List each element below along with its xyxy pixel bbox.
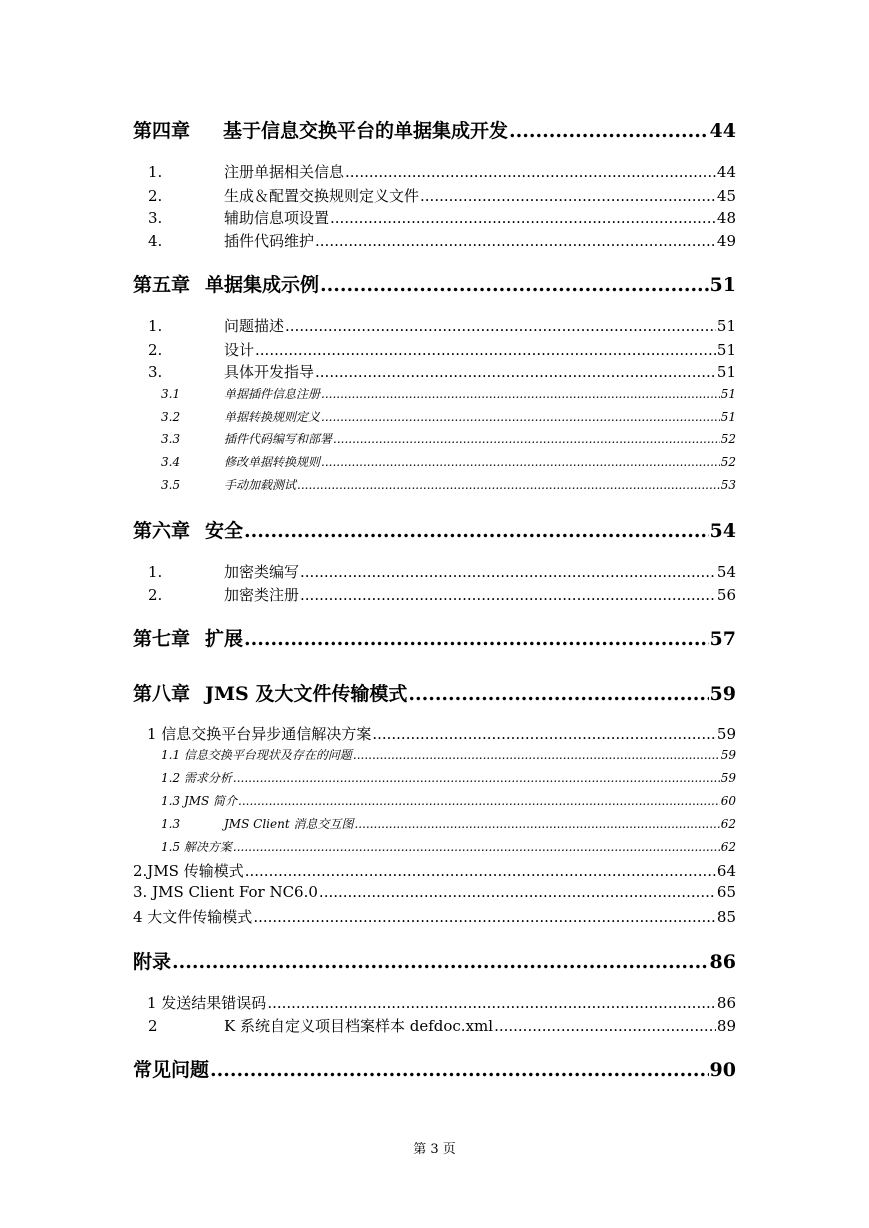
toc-leader-dots xyxy=(253,908,716,926)
toc-page-number: 51 xyxy=(716,363,736,381)
toc-page-number: 51 xyxy=(709,274,736,296)
toc-entry-number: 3.4 xyxy=(161,455,181,469)
toc-entry-title: 插件代码维护 xyxy=(224,232,315,250)
toc-leader-dots xyxy=(321,387,720,401)
toc-entry-title: 问题描述 xyxy=(224,317,285,335)
toc-page-number: 52 xyxy=(720,455,736,469)
toc-page-number: 59 xyxy=(720,771,736,785)
toc-entry-title: JMS 及大文件传输模式 xyxy=(205,683,408,705)
toc-entry-title: 2.JMS 传输模式 xyxy=(133,862,244,880)
toc-page-number: 49 xyxy=(716,232,736,250)
toc-leader-dots xyxy=(315,363,716,381)
toc-page-number: 62 xyxy=(720,840,736,854)
toc-page-number: 59 xyxy=(709,683,736,705)
toc-entry-title: 1.2 需求分析 xyxy=(161,771,232,785)
toc-page-number: 64 xyxy=(716,862,736,880)
toc-page-number: 86 xyxy=(709,951,736,973)
toc-leader-dots xyxy=(244,628,709,650)
toc-entry-number: 1. xyxy=(148,163,163,181)
toc-page-number: 44 xyxy=(716,163,736,181)
toc-entry-title: 加密类编写 xyxy=(224,563,300,581)
toc-entry-number: 4. xyxy=(148,232,163,250)
toc-leader-dots xyxy=(333,432,720,446)
toc-chapter-entry[interactable] xyxy=(0,624,869,651)
toc-page-number: 53 xyxy=(720,478,736,492)
toc-leader-dots xyxy=(238,794,720,808)
toc-entry-title: K 系统自定义项目档案样本 defdoc.xml xyxy=(224,1017,494,1035)
toc-entry-title: 具体开发指导 xyxy=(224,363,315,381)
toc-entry-title: 注册单据相关信息 xyxy=(224,163,345,181)
toc-entry-number: 第五章 xyxy=(133,274,191,296)
toc-section-entry[interactable] xyxy=(0,230,869,251)
toc-entry-number: 2 xyxy=(148,1017,158,1035)
toc-entry-number: 3.2 xyxy=(161,410,181,424)
toc-entry-title: 1.5 解决方案 xyxy=(161,840,232,854)
toc-leader-dots xyxy=(300,586,716,604)
toc-subsection-entry[interactable] xyxy=(0,453,869,470)
toc-page-number: 51 xyxy=(720,387,736,401)
toc-entry-number: 3.5 xyxy=(161,478,181,492)
toc-leader-dots xyxy=(267,994,716,1012)
toc-leader-dots xyxy=(353,748,720,762)
toc-entry-title: 扩展 xyxy=(205,628,244,650)
toc-entry-number: 3.1 xyxy=(161,387,181,401)
toc-entry-title: 设计 xyxy=(224,341,255,359)
toc-leader-dots xyxy=(300,563,716,581)
toc-entry-number: 3.3 xyxy=(161,432,181,446)
toc-leader-dots xyxy=(408,683,708,705)
toc-entry-title: 单据插件信息注册 xyxy=(224,387,321,401)
toc-page-number: 45 xyxy=(716,187,736,205)
toc-entry-title: 基于信息交换平台的单据集成开发 xyxy=(223,120,509,142)
toc-chapter-entry[interactable] xyxy=(0,116,869,143)
toc-entry-title: 3. JMS Client For NC6.0 xyxy=(133,883,318,901)
toc-leader-dots xyxy=(245,862,716,880)
page-footer: 第 3 页 xyxy=(413,1142,456,1157)
toc-chapter-entry[interactable] xyxy=(0,516,869,543)
toc-section-entry[interactable] xyxy=(0,185,869,206)
toc-entry-title: 生成＆配置交换规则定义文件 xyxy=(224,187,420,205)
toc-subsection-entry[interactable] xyxy=(0,838,869,855)
toc-entry-title: JMS Client 消息交互图 xyxy=(224,817,354,831)
toc-page-number: 44 xyxy=(709,120,736,142)
toc-entry-number: 第四章 xyxy=(133,120,191,142)
toc-leader-dots xyxy=(172,951,709,973)
toc-entry-title: 插件代码编写和部署 xyxy=(224,432,333,446)
toc-entry-number: 1.3 xyxy=(161,817,181,831)
toc-leader-dots xyxy=(345,163,716,181)
toc-section-entry[interactable] xyxy=(0,207,869,228)
toc-entry-title: 辅助信息项设置 xyxy=(224,209,330,227)
toc-page-number: 62 xyxy=(720,817,736,831)
toc-entry-number: 3. xyxy=(148,209,163,227)
toc-page-number: 59 xyxy=(720,748,736,762)
toc-subsection-entry[interactable] xyxy=(0,385,869,402)
toc-entry-title: 附录 xyxy=(133,951,172,973)
toc-entry-title: 常见问题 xyxy=(133,1059,210,1081)
toc-chapter-entry[interactable] xyxy=(0,1055,869,1082)
toc-leader-dots xyxy=(244,520,709,542)
toc-entry-number: 第八章 xyxy=(133,683,191,705)
toc-subsection-entry[interactable] xyxy=(0,769,869,786)
toc-leader-dots xyxy=(354,817,719,831)
toc-leader-dots xyxy=(420,187,716,205)
toc-entry-number: 1. xyxy=(148,317,163,335)
toc-entry-number: 2. xyxy=(148,187,163,205)
toc-chapter-entry[interactable] xyxy=(0,270,869,297)
toc-section-entry[interactable] xyxy=(0,1015,869,1036)
toc-section-entry[interactable] xyxy=(0,315,869,336)
toc-entry-title: 1.3 JMS 简介 xyxy=(161,794,238,808)
toc-entry-title: 1.1 信息交换平台现状及存在的问题 xyxy=(161,748,352,762)
toc-leader-dots xyxy=(320,274,709,296)
toc-section-entry[interactable] xyxy=(0,584,869,605)
toc-entry-title: 加密类注册 xyxy=(224,586,300,604)
toc-subsection-entry[interactable] xyxy=(0,815,869,832)
toc-entry-title: 单据转换规则定义 xyxy=(224,410,321,424)
toc-page-number: 59 xyxy=(716,725,736,743)
toc-chapter-entry[interactable] xyxy=(0,947,869,974)
toc-entry-number: 3. xyxy=(148,363,163,381)
toc-page-number: 48 xyxy=(716,209,736,227)
toc-page-number: 57 xyxy=(709,628,736,650)
toc-chapter-entry[interactable] xyxy=(0,679,869,706)
toc-page-number: 65 xyxy=(716,883,736,901)
toc-section-entry[interactable] xyxy=(0,992,869,1013)
toc-leader-dots xyxy=(509,120,709,142)
toc-subsection-entry[interactable] xyxy=(0,408,869,425)
toc-entry-title: 1 信息交换平台异步通信解决方案 xyxy=(147,725,372,743)
toc-section-entry[interactable] xyxy=(0,723,869,744)
toc-page-number: 51 xyxy=(716,317,736,335)
toc-leader-dots xyxy=(372,725,716,743)
toc-section-entry[interactable] xyxy=(0,161,869,182)
toc-entry-title: 安全 xyxy=(205,520,244,542)
toc-entry-title: 修改单据转换规则 xyxy=(224,455,321,469)
toc-page-number: 51 xyxy=(716,341,736,359)
toc-page-number: 51 xyxy=(720,410,736,424)
toc-leader-dots xyxy=(297,478,720,492)
toc-leader-dots xyxy=(321,410,720,424)
toc-page-number: 85 xyxy=(716,908,736,926)
toc-section-entry[interactable] xyxy=(0,860,869,881)
toc-section-entry[interactable] xyxy=(0,883,869,901)
toc-entry-number: 1. xyxy=(148,563,163,581)
toc-page-number: 54 xyxy=(709,520,736,542)
toc-entry-title: 单据集成示例 xyxy=(205,274,320,296)
toc-entry-title: 手动加载测试 xyxy=(224,478,297,492)
toc-entry-title: 4 大文件传输模式 xyxy=(133,908,253,926)
toc-entry-number: 第七章 xyxy=(133,628,191,650)
toc-section-entry[interactable] xyxy=(0,561,869,582)
toc-leader-dots xyxy=(255,341,716,359)
toc-leader-dots xyxy=(330,209,716,227)
toc-entry-number: 第六章 xyxy=(133,520,191,542)
toc-leader-dots xyxy=(233,771,720,785)
toc-page-number: 54 xyxy=(716,563,736,581)
toc-entry-title: 1 发送结果错误码 xyxy=(147,994,267,1012)
toc-page-number: 60 xyxy=(720,794,736,808)
toc-leader-dots xyxy=(315,232,716,250)
toc-section-entry[interactable] xyxy=(0,339,869,360)
toc-entry-number: 2. xyxy=(148,341,163,359)
toc-subsection-entry[interactable] xyxy=(0,430,869,447)
toc-leader-dots xyxy=(285,317,716,335)
toc-entry-number: 2. xyxy=(148,586,163,604)
toc-page-number: 52 xyxy=(720,432,736,446)
toc-leader-dots xyxy=(233,840,720,854)
toc-section-entry[interactable] xyxy=(0,361,869,382)
toc-subsection-entry[interactable] xyxy=(0,792,869,809)
toc-leader-dots xyxy=(321,455,720,469)
toc-leader-dots xyxy=(210,1059,709,1081)
toc-leader-dots xyxy=(319,883,716,901)
toc-page-number: 56 xyxy=(716,586,736,604)
toc-page-number: 86 xyxy=(716,994,736,1012)
toc-section-entry[interactable] xyxy=(0,906,869,927)
toc-page-number: 90 xyxy=(709,1059,736,1081)
toc-subsection-entry[interactable] xyxy=(0,476,869,493)
toc-page-number: 89 xyxy=(716,1017,736,1035)
toc-subsection-entry[interactable] xyxy=(0,746,869,763)
toc-leader-dots xyxy=(494,1017,716,1035)
